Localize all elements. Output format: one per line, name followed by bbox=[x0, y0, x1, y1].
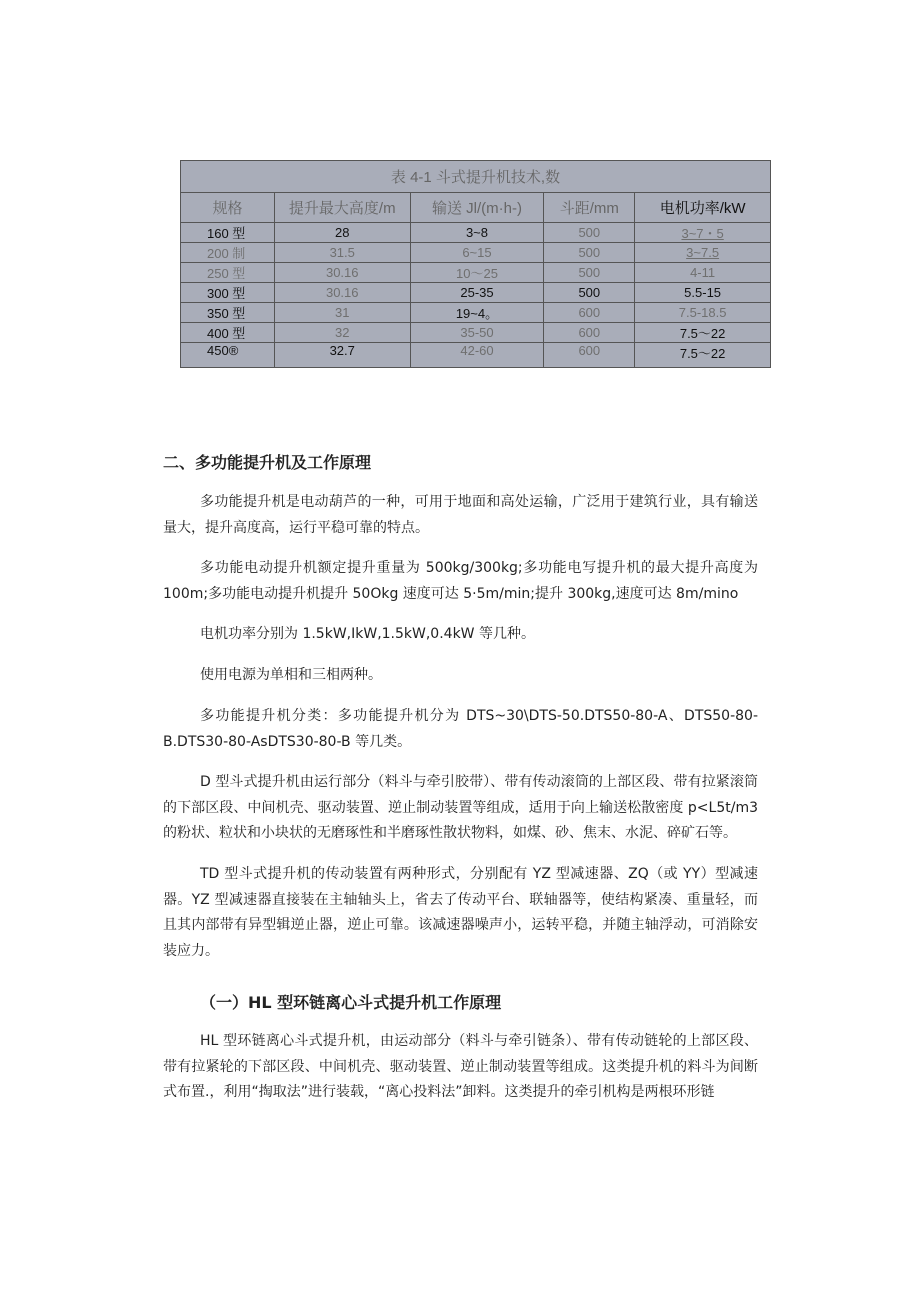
table-row bbox=[181, 263, 771, 283]
cell-throughput: 6~15 bbox=[410, 243, 544, 263]
cell-max-height: 32 bbox=[274, 323, 410, 343]
header-bucket-pitch: 斗距/mm bbox=[544, 193, 635, 223]
paragraph: HL 型环链离心斗式提升机，由运动部分（料斗与牵引链条）、带有传动链轮的上部区段、带有拉紧轮的下部区段、中间机壳、驱动装置、逆止制动装置等组成。这类提升机的料斗为间断式布置.，利用“掏取法”进行装载，“离心投料法”卸料。这类提升的牵引机构是两根环形链 bbox=[163, 1033, 758, 1100]
cell-spec: 160 型 bbox=[181, 223, 275, 243]
paragraph: 多功能提升机是电动葫芦的一种，可用于地面和高处运输，广泛用于建筑行业，具有输送量大，提升高度高，运行平稳可靠的特点。 bbox=[163, 494, 758, 536]
table-row bbox=[181, 223, 771, 243]
cell-max-height: 30.16 bbox=[274, 283, 410, 303]
cell-throughput: 10～25 bbox=[410, 263, 544, 283]
cell-motor-power: 7.5-18.5 bbox=[635, 303, 771, 323]
header-motor-power: 电机功率/kW bbox=[635, 193, 771, 223]
cell-bucket-pitch: 600 bbox=[544, 343, 635, 368]
paragraph: 多功能电动提升机额定提升重量为 500kg/300kg;多功能电写提升机的最大提升高度为 100m;多功能电动提升机提升 50Okg 速度可达 5·5m/min;提升 300kg,速度可达 8m/mino bbox=[163, 560, 758, 602]
cell-motor-power: 7.5～22 bbox=[635, 323, 771, 343]
cell-bucket-pitch: 600 bbox=[544, 303, 635, 323]
header-max-height: 提升最大高度/m bbox=[274, 193, 410, 223]
cell-motor-power: 7.5～22 bbox=[635, 343, 771, 368]
cell-value: 3~7.5 bbox=[686, 245, 720, 260]
cell-bucket-pitch: 500 bbox=[544, 243, 635, 263]
cell-motor-power: 4-11 bbox=[635, 263, 771, 283]
table-header-row bbox=[181, 193, 771, 223]
table-row bbox=[181, 243, 771, 263]
cell-throughput: 3~8 bbox=[410, 223, 544, 243]
cell-throughput: 25-35 bbox=[410, 283, 544, 303]
bucket-elevator-spec-table bbox=[180, 160, 771, 368]
cell-motor-power: 5.5-15 bbox=[635, 283, 771, 303]
cell-spec: 200 制 bbox=[181, 243, 275, 263]
cell-throughput: 19~4。 bbox=[410, 303, 544, 323]
cell-spec: 300 型 bbox=[181, 283, 275, 303]
cell-motor-power bbox=[635, 223, 771, 243]
cell-throughput: 35-50 bbox=[410, 323, 544, 343]
subsection-heading: （一）HL 型环链离心斗式提升机工作原理 bbox=[200, 993, 502, 1012]
cell-value: 3~7・5 bbox=[681, 226, 724, 241]
cell-max-height: 32.7 bbox=[274, 343, 410, 368]
header-throughput: 输送 Jl/(m·h-) bbox=[410, 193, 544, 223]
paragraph: 多功能提升机分类：多功能提升机分为 DTS~30\DTS-50.DTS50-80-A、DTS50-80-B.DTS30-80-AsDTS30-80-B 等几类。 bbox=[163, 708, 758, 750]
paragraph: TD 型斗式提升机的传动装置有两种形式，分别配有 YZ 型减速器、ZQ（或 YY）型减速器。YZ 型减速器直接装在主轴轴头上，省去了传动平台、联轴器等，使结构紧凑、重量轻，而且其内部带有异型辑逆止器，逆止可靠。该减速器噪声小，运转平稳，并随主轴浮动，可消除安装应力。 bbox=[163, 866, 758, 959]
paragraph: 使用电源为单相和三相两种。 bbox=[200, 667, 382, 683]
cell-throughput: 42-60 bbox=[410, 343, 544, 368]
cell-max-height: 28 bbox=[274, 223, 410, 243]
table-row bbox=[181, 303, 771, 323]
section-heading: 二、多功能提升机及工作原理 bbox=[163, 453, 372, 472]
cell-spec: 450® bbox=[181, 343, 275, 368]
table-row bbox=[181, 343, 771, 368]
cell-bucket-pitch: 500 bbox=[544, 283, 635, 303]
table-row bbox=[181, 323, 771, 343]
cell-bucket-pitch: 500 bbox=[544, 223, 635, 243]
paragraph: D 型斗式提升机由运行部分（料斗与牵引胶带）、带有传动滚筒的上部区段、带有拉紧滚筒的下部区段、中间机壳、驱动装置、逆止制动装置等组成，适用于向上输送松散密度 p<L5t/m3 的粉状、粒状和小块状的无磨琢性和半磨琢性散状物料，如煤、砂、焦末、水泥、碎矿石等。 bbox=[163, 774, 758, 841]
cell-spec: 250 型 bbox=[181, 263, 275, 283]
cell-motor-power bbox=[635, 243, 771, 263]
paragraph: 电机功率分别为 1.5kW,IkW,1.5kW,0.4kW 等几种。 bbox=[200, 626, 535, 642]
cell-bucket-pitch: 600 bbox=[544, 323, 635, 343]
cell-max-height: 31 bbox=[274, 303, 410, 323]
header-spec: 规格 bbox=[181, 193, 275, 223]
cell-max-height: 31.5 bbox=[274, 243, 410, 263]
cell-bucket-pitch: 500 bbox=[544, 263, 635, 283]
cell-spec: 400 型 bbox=[181, 323, 275, 343]
table-row bbox=[181, 283, 771, 303]
table-title: 表 4-1 斗式提升机技术,数 bbox=[181, 161, 771, 193]
cell-max-height: 30.16 bbox=[274, 263, 410, 283]
cell-spec: 350 型 bbox=[181, 303, 275, 323]
